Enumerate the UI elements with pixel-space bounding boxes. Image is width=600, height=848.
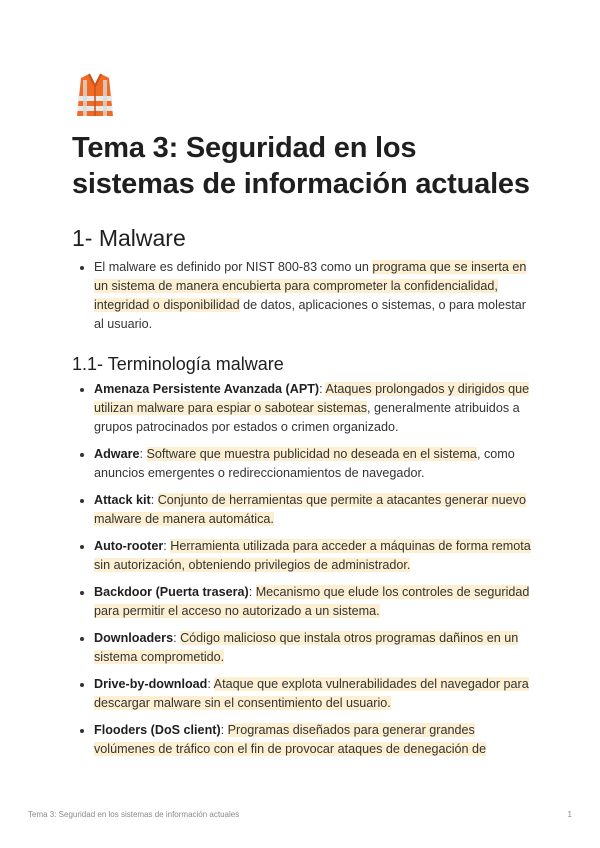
footer-title: Tema 3: Seguridad en los sistemas de información actuales [28, 810, 240, 819]
term: Auto-rooter [94, 539, 164, 553]
section-heading-malware: 1- Malware [72, 225, 186, 251]
highlight: Programas diseñados para generar grandes volúmenes de tráfico con el fin de provocar ataques de denegación de [94, 723, 487, 756]
highlight: Código malicioso que instala otros programas dañinos en un sistema comprometido. [94, 631, 519, 664]
list-item: Auto-rooter: Herramienta utilizada para acceder a máquinas de forma remota sin autorización, obteniendo privilegios de administrador. [72, 537, 532, 575]
list-item: El malware es definido por NIST 800-83 como un programa que se inserta en un sistema de manera encubierta para comprometer la confidencialidad, integridad o disponibilidad de datos, aplicaciones o sistemas, o para molestar al usuario. [72, 258, 532, 334]
highlight: Herramienta utilizada para acceder a máquinas de forma remota sin autorización, obteniendo privilegios de administrador. [94, 539, 531, 572]
page-title: Tema 3: Seguridad en los sistemas de información actuales [72, 132, 530, 200]
list-item: Amenaza Persistente Avanzada (APT): Ataques prolongados y dirigidos que utilizan malware para espiar o sabotear sistemas, generalmente atribuidos a grupos patrocinados por estados o crimen organizado. [72, 380, 532, 437]
term: Flooders (DoS client) [94, 723, 221, 737]
terminology-list [72, 380, 532, 759]
highlight: Ataque que explota vulnerabilidades del navegador para descargar malware sin el consentimiento del usuario. [94, 677, 529, 710]
highlight: Software que muestra publicidad no deseada en el sistema [146, 447, 477, 461]
page-number: 1 [567, 810, 572, 819]
page-content [72, 72, 532, 767]
highlight: Conjunto de herramientas que permite a atacantes generar nuevo malware de manera automática. [94, 493, 526, 526]
highlight: Ataques prolongados y dirigidos que utilizan malware para espiar o sabotear sistemas [94, 382, 530, 415]
highlight: Mecanismo que elude los controles de seguridad para permitir el acceso no autorizado a un sistema. [94, 585, 530, 618]
list-item: Backdoor (Puerta trasera): Mecanismo que elude los controles de seguridad para permitir el acceso no autorizado a un sistema. [72, 583, 532, 621]
term: Drive-by-download [94, 677, 208, 691]
section-heading-terminologia: 1.1- Terminología malware [72, 354, 284, 374]
term: Downloaders [94, 631, 174, 645]
list-item: Flooders (DoS client): Programas diseñados para generar grandes volúmenes de tráfico con el fin de provocar ataques de denegación de [72, 721, 532, 759]
term: Attack kit [94, 493, 151, 507]
term: Amenaza Persistente Avanzada (APT) [94, 382, 320, 396]
intro-list [72, 258, 532, 334]
list-item: Drive-by-download: Ataque que explota vulnerabilidades del navegador para descargar malware sin el consentimiento del usuario. [72, 675, 532, 713]
list-item: Adware: Software que muestra publicidad no deseada en el sistema, como anuncios emergentes o redireccionamientos de navegador. [72, 445, 532, 483]
highlight: programa que se inserta en un sistema de manera encubierta para comprometer la confidencialidad, integridad o disponibilidad [94, 260, 527, 312]
term: Backdoor (Puerta trasera) [94, 585, 249, 599]
page-footer [28, 810, 572, 819]
safety-vest-icon [73, 72, 117, 118]
list-item: Attack kit: Conjunto de herramientas que permite a atacantes generar nuevo malware de manera automática. [72, 491, 532, 529]
list-item: Downloaders: Código malicioso que instala otros programas dañinos en un sistema comprometido. [72, 629, 532, 667]
term: Adware [94, 447, 140, 461]
